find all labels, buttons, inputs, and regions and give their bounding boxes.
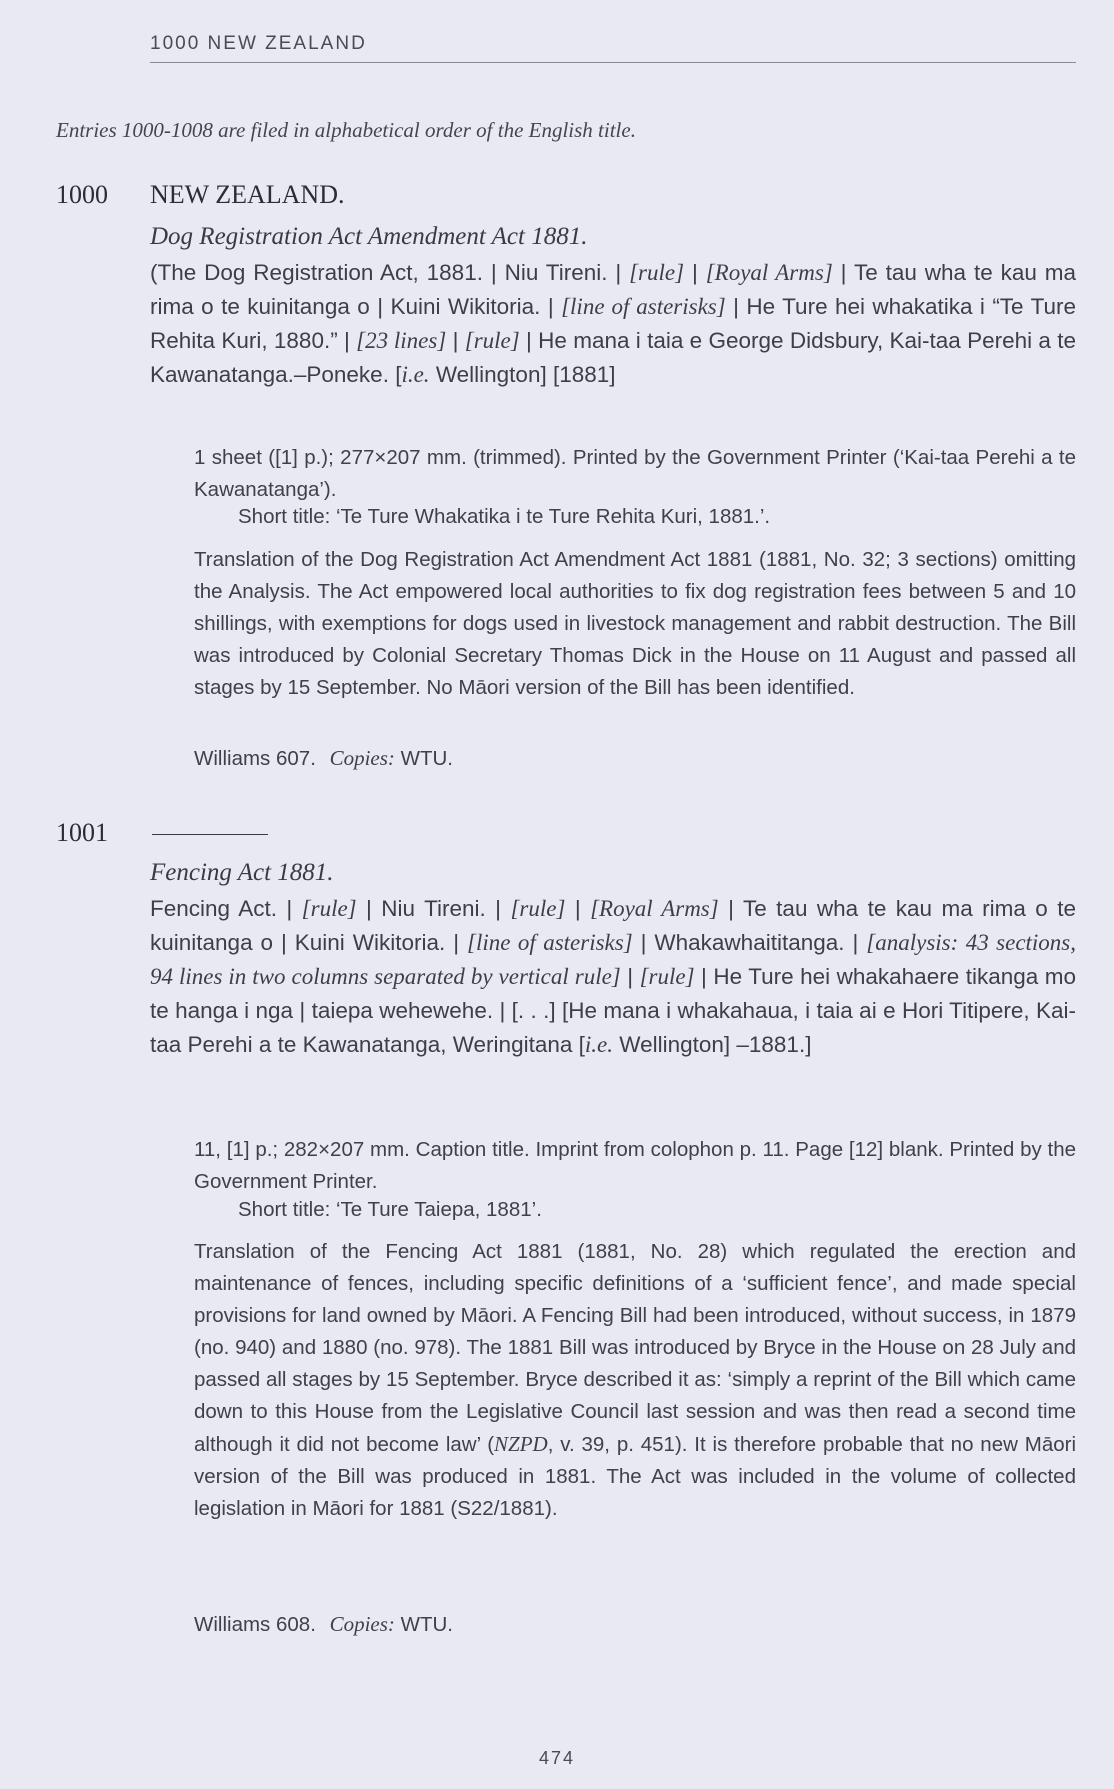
italic-run: [line of asterisks] — [467, 930, 633, 955]
williams-ref: Williams 608. — [194, 1613, 316, 1636]
short-title: Short title: ‘Te Ture Taiepa, 1881’. — [238, 1198, 542, 1221]
text-run: Wellington] [1881] — [429, 362, 616, 387]
text-run: | Te tau wha te kau ma rima o te kuinitanga o | Kuini Wikitoria. | — [150, 896, 1076, 955]
entry-title: Dog Registration Act Amendment Act 1881. — [150, 223, 588, 250]
title-page-transcription — [150, 256, 1076, 392]
intro-note: Entries 1000-1008 are filed in alphabetical order of the English title. — [56, 118, 636, 142]
italic-run: [rule] — [301, 896, 357, 921]
text-run: Fencing Act. | — [150, 896, 302, 921]
page-number: 474 — [538, 1748, 576, 1768]
entry-number: 1000 — [56, 180, 108, 209]
italic-run: i.e. — [401, 362, 430, 387]
text-run: | — [565, 896, 591, 921]
italic-run: [Royal Arms] — [705, 260, 833, 285]
text-run: | He mana i taia e George Didsbury, Kai-taa Perehi a te Kawanatanga.–Poneke. [ — [150, 328, 1076, 387]
italic-run: [rule] — [510, 896, 566, 921]
physical-description: 1 sheet ([1] p.); 277×207 mm. (trimmed). Printed by the Government Printer (‘Kai-taa Perehi a te Kawanatanga’). — [194, 446, 1076, 501]
italic-run: [analysis: 43 sections, 94 lines in two columns separated by vertical rule] — [150, 930, 1077, 989]
entry-note — [194, 1236, 1076, 1525]
text-run: Translation of the Fencing Act 1881 (1881, No. 28) which regulated the erection and maintenance of fences, including specific definitions of a ‘sufficient fence’, and made special provisions for land owned by Māori. A Fencing Bill had been introduced, without success, in 1879 (no. 940) and 1880 (no. 978). The 1881 Bill was introduced by Bryce in the House on 28 July and passed all stages by 15 September. Bryce described it as: ‘simply a reprint of the Bill which came down to this House from the Legislative Council last session and was then read a second time although it did not become law’ ( — [194, 1240, 1076, 1456]
text-run: (The Dog Registration Act, 1881. | Niu Tireni. | — [150, 260, 630, 285]
italic-run: NZPD — [494, 1432, 548, 1456]
title-page-transcription — [150, 892, 1076, 1062]
italic-run: [rule] — [639, 964, 695, 989]
williams-ref: Williams 607. — [194, 747, 316, 770]
text-run: | Te tau wha te kau ma rima o te kuinitanga o | Kuini Wikitoria. | — [150, 260, 1077, 319]
text-run: | — [620, 964, 640, 989]
italic-run: i.e. — [584, 1032, 613, 1057]
entry-number: 1001 — [56, 818, 108, 847]
text-run: Wellington] –1881.] — [612, 1032, 812, 1057]
entry-note: Translation of the Dog Registration Act Amendment Act 1881 (1881, No. 32; 3 sections) omitting the Analysis. The Act empowered local authorities to fix dog registration fees between 5 and 10 shillings, with exemptions for dogs used in livestock management and rabbit destruction. The Bill was introduced by Colonial Secretary Thomas Dick in the House on 11 August and passed all stages by 15 September. No Māori version of the Bill has been identified. — [194, 548, 1076, 699]
entry-heading: NEW ZEALAND. — [150, 180, 345, 209]
text-run: | Niu Tireni. | — [356, 896, 511, 921]
copies-value: WTU. — [400, 1613, 453, 1636]
copies-label: Copies: — [329, 1612, 395, 1636]
text-run: , v. 39, p. 451). It is therefore probable that no new Māori version of the Bill was produced in 1881. The Act was included in the volume of collected legislation in Māori for 1881 (S22/1881). — [194, 1433, 1076, 1520]
italic-run: [23 lines] — [356, 328, 447, 353]
text-run: | He Ture hei whakatika i “Te Ture Rehita Kuri, 1880.” | — [150, 294, 1077, 353]
text-run: | He Ture hei whakahaere tikanga mo te hanga i nga | taiepa wehewehe. | [. . .] [He mana i whakahaua, i taia ai e Hori Titipere, Kai-taa Perehi a te Kawanatanga, Weringitana [ — [150, 964, 1076, 1057]
italic-run: [rule] — [629, 260, 685, 285]
text-run: | — [684, 260, 706, 285]
text-run: | — [446, 328, 465, 353]
copies-label: Copies: — [329, 746, 395, 770]
short-title: Short title: ‘Te Ture Whakatika i te Ture Rehita Kuri, 1881.’. — [238, 505, 771, 528]
text-run: | Whakawhaititanga. | — [632, 930, 867, 955]
copies-value: WTU. — [400, 747, 453, 770]
physical-description: 11, [1] p.; 282×207 mm. Caption title. Imprint from colophon p. 11. Page [12] blank. Printed by the Government Printer. — [194, 1138, 1076, 1193]
references — [194, 742, 1076, 775]
italic-run: [rule] — [464, 328, 520, 353]
italic-run: [Royal Arms] — [590, 896, 719, 921]
running-head: 1000 NEW ZEALAND — [150, 33, 1076, 63]
entry-title: Fencing Act 1881. — [150, 859, 334, 886]
repeat-heading-rule — [152, 834, 268, 835]
references — [194, 1608, 1076, 1641]
italic-run: [line of asterisks] — [561, 294, 726, 319]
